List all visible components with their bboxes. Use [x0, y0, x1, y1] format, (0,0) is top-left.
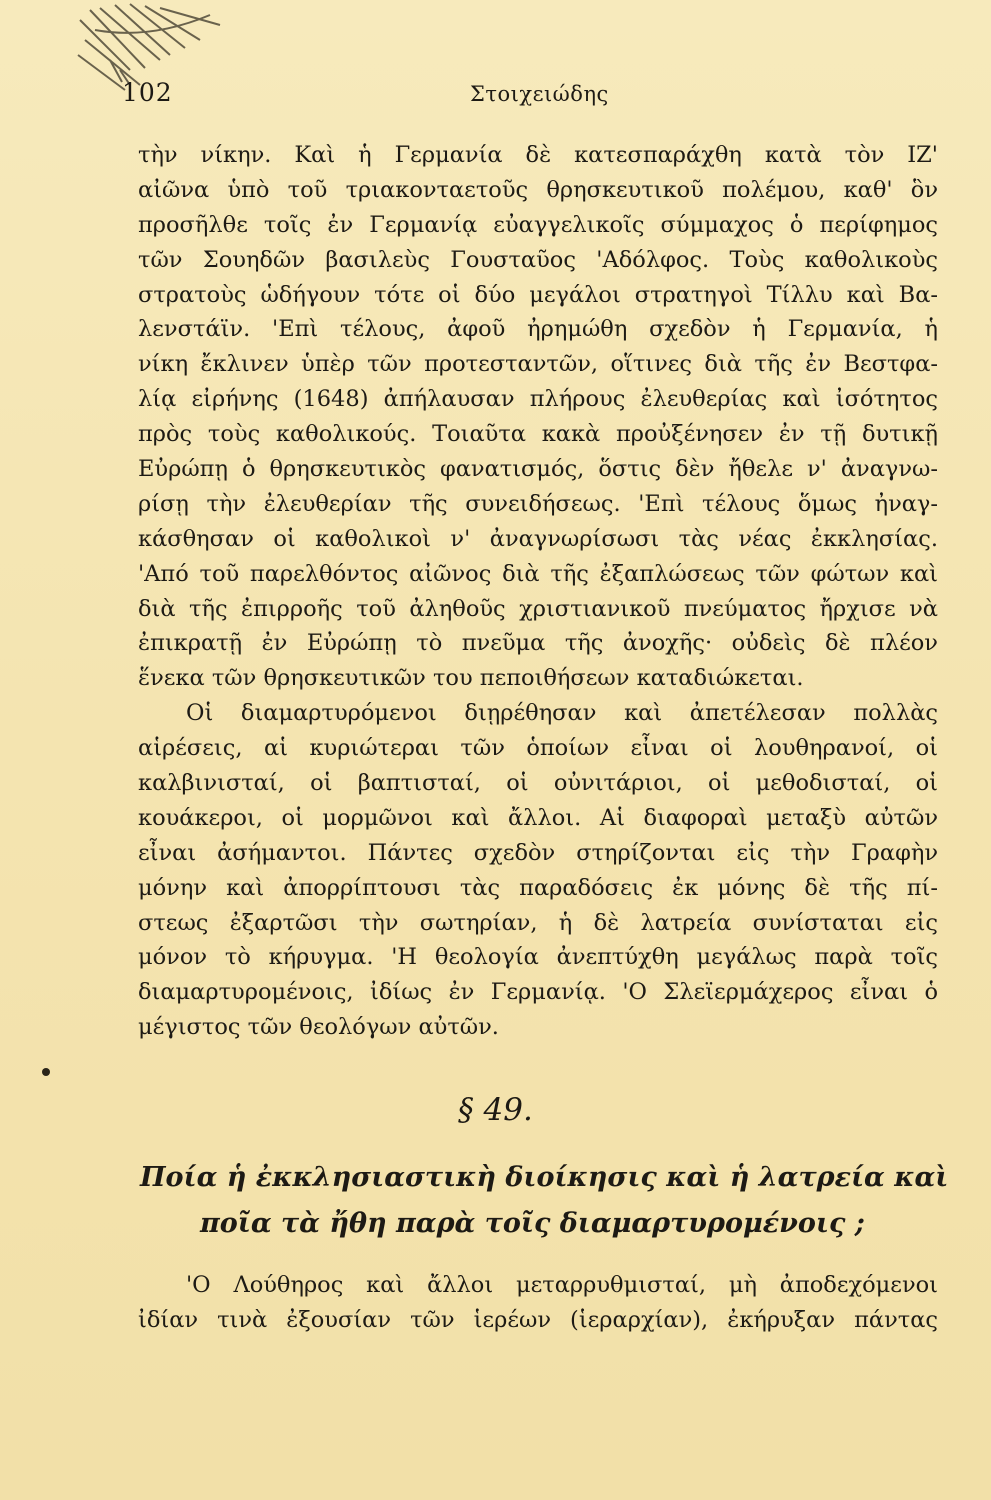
text-line: μέγιστος τῶν θεολόγων αὐτῶν.	[138, 1014, 499, 1041]
text-line: Οἱ διαμαρτυρόμενοι διῃρέθησαν καὶ ἀπετέλεσαν πολλὰς	[186, 700, 938, 727]
question-text: ποῖα τὰ ἤθη παρὰ τοῖς διαμαρτυρομένοις ;	[200, 1208, 865, 1239]
main-text	[138, 138, 938, 1045]
section-number: § 49.	[458, 1092, 533, 1128]
page-header	[0, 78, 991, 114]
text-line: λίᾳ εἰρήνης (1648) ἀπήλαυσαν πλήρους ἐλευθερίας καὶ ἰσότητος	[138, 386, 938, 413]
text-line: ρίσῃ τὴν ἐλευθερίαν τῆς συνειδήσεως. 'Επὶ τέλους ὅμως ἠναγ-	[138, 490, 938, 517]
text-line: εἶναι ἀσήμαντοι. Πάντες σχεδὸν στηρίζονται εἰς τὴν Γραφὴν	[138, 839, 938, 866]
text-line: μόνην καὶ ἀπορρίπτουσι τὰς παραδόσεις ἐκ μόνης δὲ τῆς πί-	[138, 874, 938, 901]
text-line: μόνον τὸ κήρυγμα. 'Η θεολογία ἀνεπτύχθη μεγάλως παρὰ τοῖς	[138, 944, 938, 971]
text-line: κάσθησαν οἱ καθολικοὶ ν' ἀναγνωρίσωσι τὰς νέας ἐκκλησίας.	[138, 525, 938, 552]
text-line: νίκη ἔκλινεν ὑπὲρ τῶν προτεσταντῶν, οἵτινες διὰ τῆς ἐν Βεστφα-	[138, 351, 938, 378]
text-line: ἰδίαν τινὰ ἐξουσίαν τῶν ἱερέων (ἱεραρχίαν), ἐκήρυξαν πάντας	[138, 1306, 938, 1333]
text-line: στεως ἐξαρτῶσι τὴν σωτηρίαν, ἡ δὲ λατρεία συνίσταται εἰς	[138, 909, 938, 936]
margin-dot	[42, 1068, 50, 1076]
text-line: 'Από τοῦ παρελθόντος αἰῶνος διὰ τῆς ἐξαπλώσεως τῶν φώτων καὶ	[138, 560, 938, 587]
text-line: κουάκεροι, οἱ μορμῶνοι καὶ ἄλλοι. Αἱ διαφοραὶ μεταξὺ αὐτῶν	[138, 804, 938, 831]
text-line: αἰῶνα ὑπὸ τοῦ τριακονταετοῦς θρησκευτικοῦ πολέμου, καθ' ὃν	[138, 176, 938, 203]
section-question-line-2	[200, 1204, 900, 1244]
page-number: 102	[122, 78, 173, 107]
text-line: διὰ τῆς ἐπιρροῆς τοῦ ἀληθοῦς χριστιανικοῦ πνεύματος ἤρχισε νὰ	[138, 595, 938, 622]
text-line: πρὸς τοὺς καθολικούς. Τοιαῦτα κακὰ προὐξένησεν ἐν τῇ δυτικῇ	[138, 421, 938, 448]
section-text	[138, 1268, 938, 1338]
text-line: αἱρέσεις, αἱ κυριώτεραι τῶν ὁποίων εἶναι οἱ λουθηρανοί, οἱ	[138, 735, 938, 762]
text-line: Εὐρώπῃ ὁ θρησκευτικὸς φανατισμός, ὅστις δὲν ἤθελε ν' ἀναγνω-	[138, 456, 938, 483]
text-line: λενστάϊν. 'Επὶ τέλους, ἀφοῦ ἠρημώθη σχεδὸν ἡ Γερμανία, ἡ	[138, 316, 938, 343]
section-question-line-1	[140, 1158, 949, 1198]
text-line: προσῆλθε τοῖς ἐν Γερμανίᾳ εὐαγγελικοῖς σύμμαχος ὁ περίφημος	[138, 211, 938, 238]
question-text: Ποία ἡ ἐκκλησιαστικὴ διοίκησις καὶ ἡ λατρεία καὶ	[140, 1162, 949, 1193]
text-line: τὴν νίκην. Καὶ ἡ Γερμανία δὲ κατεσπαράχθη κατὰ τὸν ΙΖ'	[138, 142, 938, 168]
text-line: καλβινισταί, οἱ βαπτισταί, οἱ οὐνιτάριοι, οἱ μεθοδισταί, οἱ	[138, 770, 938, 797]
text-line: στρατοὺς ὡδήγουν τότε οἱ δύο μεγάλοι στρατηγοὶ Τίλλυ καὶ Βα-	[138, 281, 938, 308]
text-line: ἕνεκα τῶν θρησκευτικῶν του πεποιθήσεων καταδιώκεται.	[138, 665, 804, 692]
text-line: ἐπικρατῇ ἐν Εὐρώπῃ τὸ πνεῦμα τῆς ἀνοχῆς· οὐδεὶς δὲ πλέον	[138, 630, 938, 657]
text-line: τῶν Σουηδῶν βασιλεὺς Γουσταῦος 'Αδόλφος. Τοὺς καθολικοὺς	[138, 246, 938, 273]
text-line: διαμαρτυρομένοις, ἰδίως ἐν Γερμανίᾳ. 'Ο Σλεϊερμάχερος εἶναι ὁ	[138, 979, 938, 1006]
text-line: 'Ο Λούθηρος καὶ ἄλλοι μεταρρυθμισταί, μὴ ἀποδεχόμενοι	[186, 1272, 938, 1298]
running-head: Στοιχειώδης	[470, 82, 609, 106]
